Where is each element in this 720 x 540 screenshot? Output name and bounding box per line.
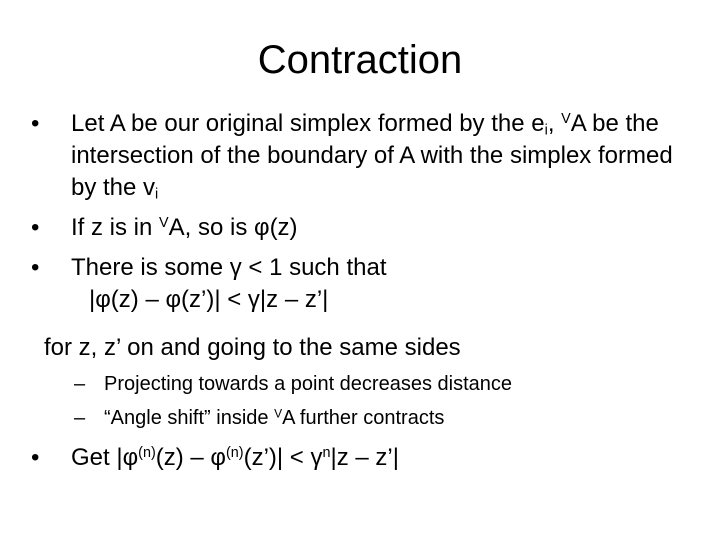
- text-run: A further contracts: [282, 407, 445, 429]
- bullet-item-1: [31, 108, 691, 204]
- sub-bullet-1: [74, 370, 512, 398]
- subscript: i: [155, 186, 159, 203]
- dash-glyph: –: [74, 373, 86, 395]
- bullet-item-2: [31, 212, 691, 244]
- text-run: “Angle shift” inside: [104, 407, 275, 429]
- bullet-item-3: [31, 252, 691, 316]
- bullet-text: [71, 212, 691, 244]
- dash-glyph: –: [74, 407, 86, 429]
- bullet-glyph: •: [31, 254, 40, 281]
- superscript: V: [159, 215, 169, 232]
- text-run: A be the intersection of the boundary of A with the simplex formed by the v: [71, 110, 673, 201]
- bullet-text: [71, 442, 691, 474]
- sub-bullet-2: [74, 404, 444, 432]
- text-run: Let A be our original simplex formed by the e: [71, 110, 545, 137]
- text-run: |z – z’|: [330, 444, 399, 471]
- text-run: A, so is φ(z): [168, 214, 298, 241]
- subscript: i: [544, 122, 548, 139]
- text-run: (z) – φ: [155, 444, 226, 471]
- superscript: (n): [138, 445, 156, 462]
- inequality-line: |φ(z) – φ(z’)| < γ|z – z’|: [89, 286, 329, 313]
- superscript: V: [274, 406, 283, 421]
- bullet-glyph: •: [31, 110, 40, 137]
- slide-title: Contraction: [257, 38, 463, 82]
- superscript: n: [322, 445, 331, 462]
- text-run: Get |φ: [71, 444, 139, 471]
- text-run: ,: [547, 110, 562, 137]
- bullet-text: [71, 108, 691, 204]
- superscript: V: [561, 111, 571, 128]
- plain-text-line: for z, z’ on and going to the same sides: [44, 334, 461, 361]
- bullet-text: There is some γ < 1 such that: [71, 254, 387, 281]
- bullet-glyph: •: [31, 444, 40, 471]
- bullet-glyph: •: [31, 214, 40, 241]
- sub-bullet-text: Projecting towards a point decreases distance: [104, 373, 513, 395]
- text-run: If z is in: [71, 214, 160, 241]
- superscript: (n): [225, 445, 244, 462]
- bullet-item-4: [31, 442, 691, 474]
- text-run: (z’)| < γ: [243, 444, 323, 471]
